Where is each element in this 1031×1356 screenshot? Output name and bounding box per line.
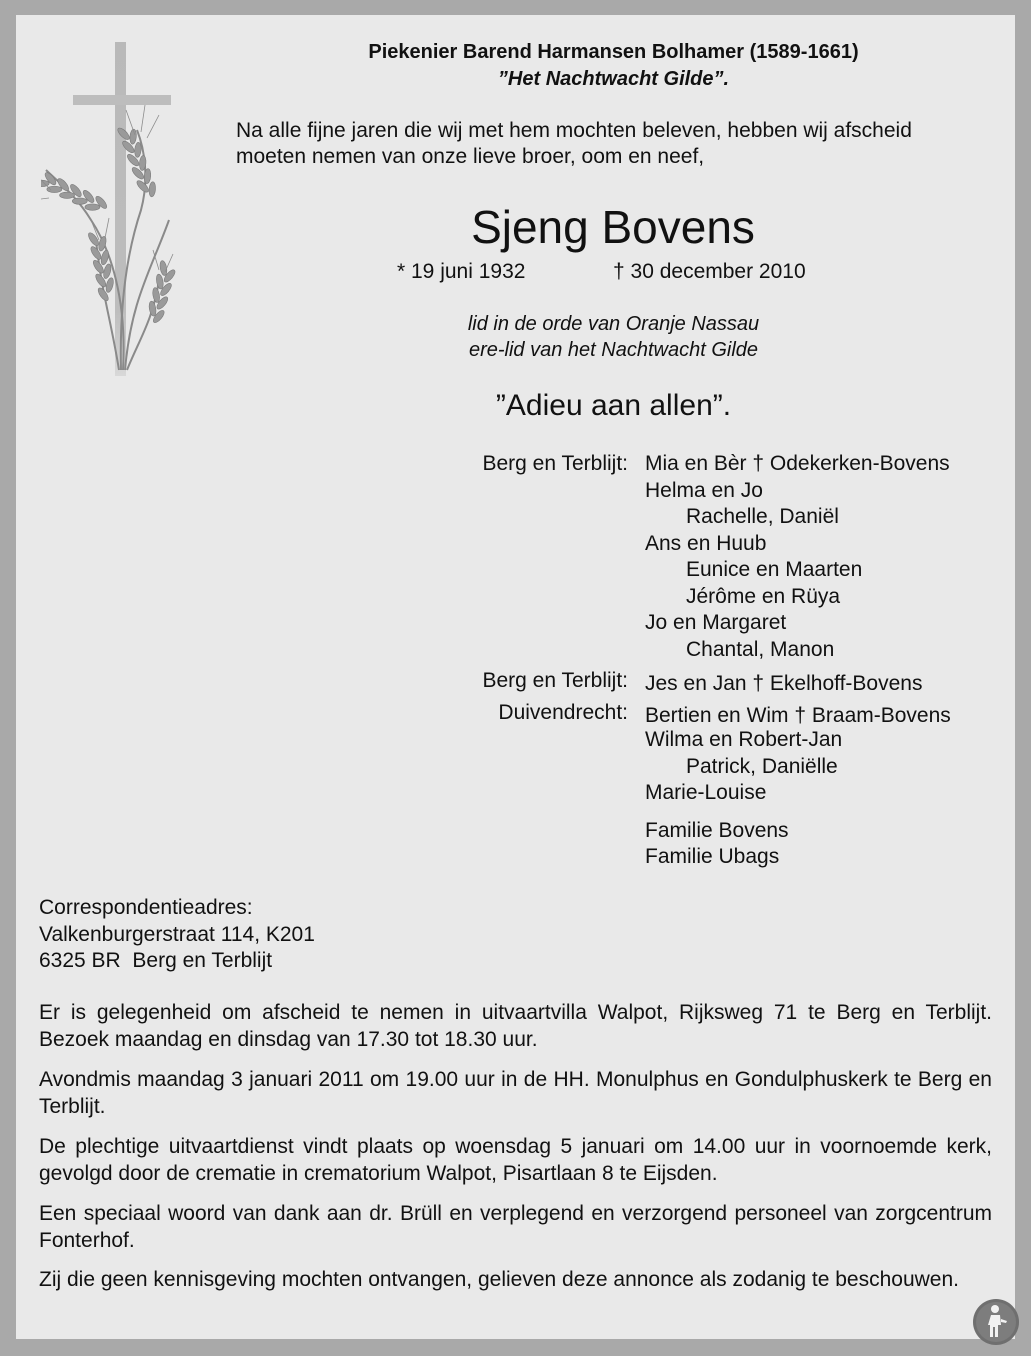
family-name: Mia en Bèr † Odekerken-Bovens [645, 452, 950, 475]
header-title: Piekenier Barend Harmansen Bolhamer (1589-1661) [368, 41, 859, 63]
paragraph-funeral: De plechtige uitvaartdienst vindt plaats op woensdag 5 januari om 14.00 uur in voornoemde kerk, gevolgd door de crematie in crematorium Walpot, Pisartlaan 8 te Eijsden. [39, 1135, 992, 1185]
family-name: Jes en Jan † Ekelhoff-Bovens [645, 672, 923, 695]
cross-with-wheat-icon [41, 40, 176, 380]
address-block [39, 895, 315, 975]
family-name: Ans en Huub [645, 531, 767, 555]
family-name: Jérôme en Rüya [686, 584, 841, 608]
family-name: Chantal, Manon [686, 637, 835, 661]
family-name: Marie-Louise [645, 781, 767, 804]
obituary-card [16, 15, 1015, 1339]
birth-date: * 19 juni 1932 [397, 260, 526, 283]
address-street: Valkenburgerstraat 114, K201 [39, 922, 315, 946]
family-place-2: Berg en Terblijt: [482, 669, 628, 692]
paragraph-viewing: Er is gelegenheid om afscheid te nemen in uitvaartvilla Walpot, Rijksweg 71 te Berg en Terblijt. Bezoek maandag en dinsdag van 17.30 tot 18.30 uur. [39, 1001, 992, 1051]
family-name: Bertien en Wim † Braam-Bovens [645, 704, 951, 727]
family-place-1: Berg en Terblijt: [482, 452, 628, 475]
header-subtitle: ”Het Nachtwacht Gilde”. [497, 68, 730, 90]
figure-badge-icon [971, 1297, 1021, 1347]
honor-line-2: ere-lid van het Nachtwacht Gilde [468, 339, 759, 361]
family-name: Wilma en Robert-Jan [645, 728, 843, 751]
family-name: Familie Bovens [645, 818, 789, 842]
address-city: 6325 BR Berg en Terblijt [39, 949, 273, 972]
farewell-quote: ”Adieu aan allen”. [495, 389, 732, 422]
family-name: Helma en Jo [645, 478, 763, 502]
paragraph-notice: Zij die geen kennisgeving mochten ontvangen, gelieven deze annonce als zodanig te beschouwen. [39, 1268, 959, 1291]
family-name: Eunice en Maarten [686, 558, 863, 581]
family-place-3: Duivendrecht: [498, 701, 628, 724]
paragraph-mass: Avondmis maandag 3 januari 2011 om 19.00 uur in de HH. Monulphus en Gondulphuskerk te Berg en Terblijt. [39, 1068, 992, 1118]
intro-line-1: Na alle fijne jaren die wij met hem mochten beleven, hebben wij afscheid [236, 119, 912, 142]
intro-line-2: moeten nemen van onze lieve broer, oom en neef, [236, 145, 705, 168]
family-name: Familie Ubags [645, 845, 780, 868]
family-name: Rachelle, Daniël [686, 505, 839, 528]
paragraph-thanks: Een speciaal woord van dank aan dr. Brüll en verplegend en verzorgend personeel van zorgcentrum Fonterhof. [39, 1202, 992, 1252]
death-date: † 30 december 2010 [613, 260, 806, 283]
address-label: Correspondentieadres: [39, 896, 253, 919]
family-name: Patrick, Daniëlle [686, 754, 838, 778]
family-names-list [645, 451, 951, 871]
honor-line-1: lid in de orde van Oranje Nassau [467, 313, 760, 335]
family-name: Jo en Margaret [645, 611, 787, 634]
deceased-name: Sjeng Bovens [471, 201, 755, 253]
